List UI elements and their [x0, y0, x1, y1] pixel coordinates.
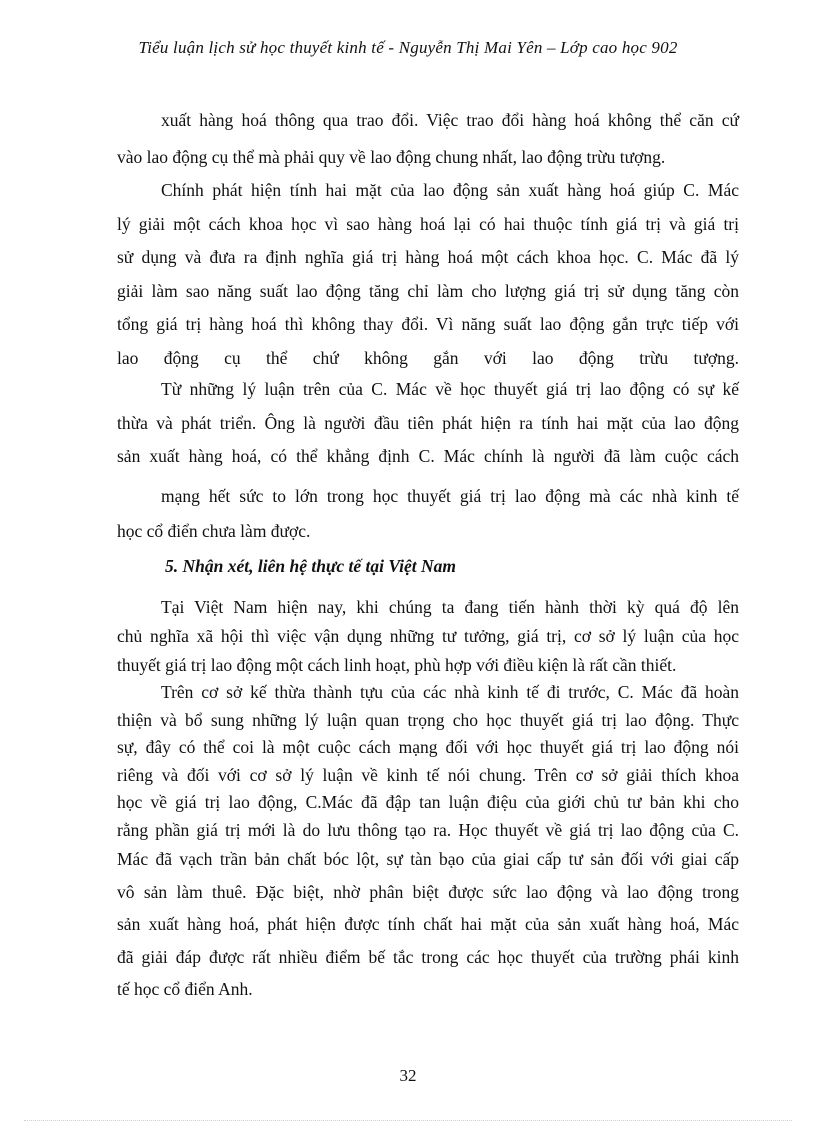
paragraph-line: lý giải một cách khoa học vì sao hàng hoá lại có hai thuộc tính giá trị và giá trị — [117, 213, 739, 234]
paragraph-line: sản xuất hàng hoá, phát hiện được tính chất hai mặt của sản xuất hàng hoá, Mác — [117, 914, 739, 934]
paragraph-line: Chính phát hiện tính hai mặt của lao động sản xuất hàng hoá giúp C. Mác — [161, 180, 739, 200]
paragraph-line: thuyết giá trị lao động một cách linh hoạt, phù hợp với điều kiện là rất cần thiết. — [117, 655, 677, 675]
paragraph-1 — [117, 102, 739, 176]
paragraph-line: rằng phần giá trị mới là do lưu thông tạo ra. Học thuyết về giá trị lao động của C. — [117, 819, 739, 840]
paragraph-line: Mác đã vạch trần bản chất bóc lột, sự tàn bạo của giai cấp tư sản đối với giai cấp — [117, 849, 739, 869]
paragraph-line: tổng giá trị hàng hoá thì không thay đổi. Vì năng suất lao động gắn trực tiếp với — [117, 314, 739, 334]
paragraph-line: Tại Việt Nam hiện nay, khi chúng ta đang tiến hành thời kỳ quá độ lên — [161, 597, 739, 617]
paragraph-line: giải làm sao năng suất lao động tăng chỉ làm cho lượng giá trị sử dụng tăng còn — [117, 280, 739, 301]
paragraph-line: Từ những lý luận trên của C. Mác về học thuyết giá trị lao động có sự kế — [161, 379, 739, 399]
paragraph-4 — [117, 479, 739, 549]
paragraph-3 — [117, 373, 739, 474]
page-header: Tiểu luận lịch sử học thuyết kinh tế - Nguyễn Thị Mai Yên – Lớp cao học 902 — [138, 38, 678, 57]
paragraph-2 — [117, 174, 739, 375]
paragraph-7 — [117, 843, 739, 1006]
paragraph-line: thiện và bổ sung những lý luận quan trọng cho học thuyết giá trị lao động. Thực — [117, 709, 739, 730]
paragraph-line: mạng hết sức to lớn trong học thuyết giá trị lao động mà các nhà kinh tế — [161, 486, 739, 506]
paragraph-line: sự, đây có thể coi là một cuộc cách mạng đối với học thuyết giá trị lao động nói — [117, 737, 739, 757]
paragraph-line: tế học cổ điển Anh. — [117, 979, 253, 999]
section-heading: 5. Nhận xét, liên hệ thực tế tại Việt Nam — [165, 556, 456, 576]
paragraph-line: sản xuất hàng hoá, có thể khẳng định C. Mác chính là người đã làm cuộc cách — [117, 446, 739, 466]
paragraph-line: chủ nghĩa xã hội thì việc vận dụng những tư tưởng, giá trị, cơ sở lý luận của học — [117, 626, 739, 646]
paragraph-line: Trên cơ sở kế thừa thành tựu của các nhà kinh tế đi trước, C. Mác đã hoàn — [161, 682, 739, 702]
paragraph-line: thừa và phát triển. Ông là người đầu tiên phát hiện ra tính hai mặt của lao động — [117, 412, 739, 433]
paragraph-5 — [117, 593, 739, 680]
paragraph-6 — [117, 679, 739, 844]
paragraph-line: đã giải đáp được rất nhiều điểm bế tắc trong các học thuyết của trường phái kinh — [117, 946, 739, 967]
paragraph-line: xuất hàng hoá thông qua trao đổi. Việc trao đổi hàng hoá không thể căn cứ — [161, 110, 739, 130]
paragraph-line: vô sản làm thuê. Đặc biệt, nhờ phân biệt được sức lao động và lao động trong — [117, 881, 739, 902]
paragraph-line: vào lao động cụ thể mà phải quy về lao động chung nhất, lao động trừu tượng. — [117, 147, 666, 167]
paragraph-line: sử dụng và đưa ra định nghĩa giá trị hàng hoá một cách khoa học. C. Mác đã lý — [117, 247, 739, 267]
page-number: 32 — [399, 1066, 417, 1085]
paragraph-line: học về giá trị lao động, C.Mác đã đập tan luận điệu của giới chủ tư bản khi cho — [117, 792, 739, 812]
paragraph-line: riêng và đối với cơ sở lý luận về kinh tế nói chung. Trên cơ sở giải thích khoa — [117, 764, 739, 785]
paragraph-line: lao động cụ thể chứ không gắn với lao động trừu tượng. — [117, 347, 739, 368]
paragraph-line: học cổ điển chưa làm được. — [117, 521, 311, 541]
footer-divider — [24, 1120, 792, 1121]
